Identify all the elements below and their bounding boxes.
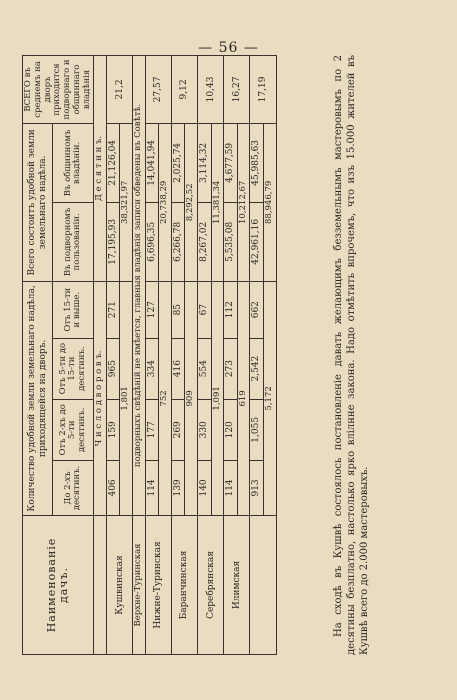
cell-b: 269	[172, 399, 185, 460]
sub-header-d: Отъ 15-ти и выше.	[53, 281, 94, 338]
sum-dvor: 909	[185, 281, 198, 515]
cell-d: 67	[198, 281, 211, 338]
total-sum-dvor: 5,172	[263, 281, 276, 515]
col-name-header: Наименованіе дачъ.	[23, 515, 94, 654]
cell-avg: 16,27	[224, 56, 250, 124]
total-sum-des: 88,946,79	[263, 123, 276, 281]
table-row	[224, 56, 237, 655]
page-number: — 56 —	[198, 40, 259, 56]
cell-avg: 27,57	[146, 56, 172, 124]
cell-e: 6,266,78	[172, 202, 185, 281]
sub-header-a: До 2-хъ десятинъ.	[53, 460, 94, 515]
cell-avg: 21,2	[107, 56, 133, 124]
row-name: Нижне-Туринская	[146, 515, 172, 654]
table-row	[107, 56, 120, 655]
total-c: 2,542	[250, 338, 263, 399]
cell-a: 139	[172, 460, 185, 515]
sum-des: 38,321,97	[120, 123, 133, 281]
cell-b: 330	[198, 399, 211, 460]
sum-dvor: 619	[237, 281, 250, 515]
total-avg: 17,19	[250, 56, 276, 124]
sub-header-b: Отъ 2-хъ до 5-ти десятинъ.	[53, 399, 94, 460]
total-a: 913	[250, 460, 263, 515]
sub-header-e: Въ подворномъ пользованіи.	[53, 202, 94, 281]
table-row	[146, 56, 159, 655]
cell-d: 85	[172, 281, 185, 338]
cell-a: 114	[146, 460, 159, 515]
cell-e: 6,696,35	[146, 202, 159, 281]
cell-a: 114	[224, 460, 237, 515]
cell-b: 120	[224, 399, 237, 460]
cell-b: 177	[146, 399, 159, 460]
cell-c: 416	[172, 338, 185, 399]
col-total-group-header: Всего состоитъ удобной земли земельнаго надѣла.	[23, 123, 53, 281]
cell-d: 112	[224, 281, 237, 338]
cell-e: 5,535,08	[224, 202, 237, 281]
cell-a: 406	[107, 460, 120, 515]
sum-des: 20,738,29	[159, 123, 172, 281]
cell-c: 273	[224, 338, 237, 399]
cell-f: 21,126,04	[107, 123, 120, 202]
total-e: 42,961,16	[250, 202, 263, 281]
footnote: На сходѣ въ Кушвѣ состоялось постановленіе давать желающимъ безземельнымъ мастеровымъ по 2 десятины безплатно, настолько ярко влілнне закона. Надо отмѣтить впрочемъ, что изъ 15.000 жителей въ Кушвѣ всего до 2.000 мастеровыхъ.	[333, 55, 370, 655]
sum-des: 11,381,34	[211, 123, 224, 281]
table-row	[133, 56, 146, 655]
row-name: Верхне-Туринская	[133, 515, 146, 654]
sum-des: 10,212,67	[237, 123, 250, 281]
sum-des: 8,292,52	[185, 123, 198, 281]
sub-header-f: Въ общинномъ владѣніи.	[53, 123, 94, 202]
sum-dvor: 752	[159, 281, 172, 515]
row-name: Илимская	[224, 515, 250, 654]
total-d: 662	[250, 281, 263, 338]
units-blank	[94, 515, 107, 654]
land-table	[22, 55, 277, 655]
total-row	[250, 56, 263, 655]
units-des: Д е с я т и н ъ.	[94, 56, 107, 282]
cell-d: 127	[146, 281, 159, 338]
sum-dvor: 1,091	[211, 281, 224, 515]
cell-a: 140	[198, 460, 211, 515]
row-note: подворныхъ свѣдѣній не имѣется, главныя владѣнія записи обведены въ Совѣтѣ.	[133, 56, 146, 516]
cell-d: 271	[107, 281, 120, 338]
total-f: 45,985,63	[250, 123, 263, 202]
row-name: Кушвинская	[107, 515, 133, 654]
table-row	[172, 56, 185, 655]
col-avg-header: ВСЕГО въ среднемъ на дворъ приходится подворнаго и общиннаго владѣнія	[23, 56, 94, 124]
rotated-page-content	[22, 55, 382, 655]
cell-avg: 9,12	[172, 56, 198, 124]
row-name: Баранчинская	[172, 515, 198, 654]
sub-header-c: Отъ 5-ти до 15-ти десятинъ.	[53, 338, 94, 399]
total-b: 1,055	[250, 399, 263, 460]
table-row	[198, 56, 211, 655]
cell-f: 4,677,59	[224, 123, 237, 202]
cell-b: 159	[107, 399, 120, 460]
cell-e: 17,195,93	[107, 202, 120, 281]
cell-e: 8,267,02	[198, 202, 211, 281]
col-dvor-group-header: Количество удобной земли земельнаго надѣла, приходящейся на дворъ.	[23, 281, 53, 515]
sum-dvor: 1,801	[120, 281, 133, 515]
cell-f: 2,025,74	[172, 123, 185, 202]
cell-f: 3,114,32	[198, 123, 211, 202]
units-dvor: Ч и с л о д в о р о в ъ.	[94, 281, 107, 515]
cell-avg: 10,43	[198, 56, 224, 124]
cell-c: 554	[198, 338, 211, 399]
cell-c: 334	[146, 338, 159, 399]
row-name: Серебрянская	[198, 515, 224, 654]
cell-f: 14,041,94	[146, 123, 159, 202]
total-label	[250, 515, 276, 654]
cell-c: 965	[107, 338, 120, 399]
